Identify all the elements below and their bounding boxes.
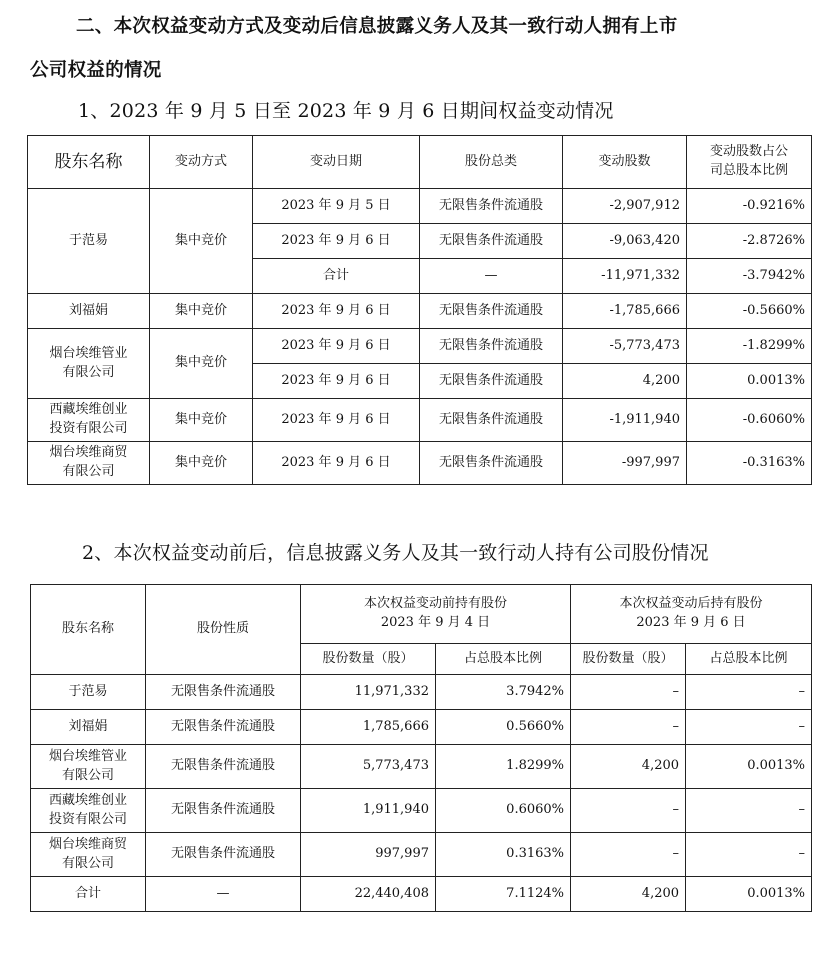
header-after-line1: 本次权益变动后持有股份: [619, 596, 763, 612]
table-row-total: [31, 877, 812, 912]
after-ratio: –: [686, 789, 812, 833]
after-qty: –: [571, 675, 686, 710]
table-header-row: [28, 136, 812, 189]
share-nature: 无限售条件流通股: [146, 789, 301, 833]
subsection-heading-2: 2、本次权益变动前后，信息披露义务人及其一致行动人持有公司股份情况: [82, 542, 709, 564]
before-qty: 1,911,940: [301, 789, 436, 833]
header-holder: 股东名称: [28, 136, 150, 189]
header-ratio: [687, 136, 812, 189]
change-shares: -11,971,332: [563, 259, 687, 294]
header-after-date: 2023 年 9 月 6 日: [636, 615, 746, 630]
change-ratio: -2.8726%: [687, 224, 812, 259]
section-heading-line2: 公司权益的情况: [30, 60, 162, 81]
change-shares: -9,063,420: [563, 224, 687, 259]
equity-change-table: [27, 135, 812, 485]
change-date: 2023 年 9 月 6 日: [253, 294, 420, 329]
table-row: [28, 189, 812, 224]
change-shares: -5,773,473: [563, 329, 687, 364]
after-qty: –: [571, 710, 686, 745]
header-holder: 股东名称: [31, 585, 146, 675]
before-ratio: 0.3163%: [436, 833, 571, 877]
before-qty: 1,785,666: [301, 710, 436, 745]
after-qty: –: [571, 833, 686, 877]
holder-name: [31, 745, 146, 789]
change-method: 集中竞价: [150, 294, 253, 329]
section-heading-line1: 二、本次权益变动方式及变动后信息披露义务人及其一致行动人拥有上市: [76, 16, 678, 37]
change-shares: 4,200: [563, 364, 687, 399]
header-ratio-line1: 变动股数占公: [709, 144, 788, 160]
change-method: 集中竞价: [150, 329, 253, 399]
table-row: [31, 745, 812, 789]
table-row: [31, 675, 812, 710]
before-qty: 22,440,408: [301, 877, 436, 912]
header-date: 变动日期: [253, 136, 420, 189]
before-ratio: 7.1124%: [436, 877, 571, 912]
table-row: [31, 710, 812, 745]
after-ratio: 0.0013%: [686, 877, 812, 912]
holder-name-line1: 烟台埃维管业: [48, 748, 127, 764]
holder-name-line2: 有限公司: [62, 364, 115, 380]
change-date: 2023 年 9 月 6 日: [253, 399, 420, 442]
holder-name: [28, 399, 150, 442]
holder-name: [28, 442, 150, 485]
header-before-date: 2023 年 9 月 4 日: [380, 615, 491, 630]
holder-name-line2: 有限公司: [61, 767, 114, 783]
share-nature: 无限售条件流通股: [146, 710, 301, 745]
header-before: [301, 585, 571, 644]
header-before-qty: 股份数量（股）: [301, 644, 436, 675]
change-shares: -1,785,666: [563, 294, 687, 329]
holder-name-line2: 投资有限公司: [48, 811, 127, 827]
change-shares: -1,911,940: [563, 399, 687, 442]
header-type: 股份总类: [420, 136, 563, 189]
change-date: 2023 年 9 月 6 日: [253, 329, 420, 364]
table-row: [28, 294, 812, 329]
header-shares: 变动股数: [563, 136, 687, 189]
table-row: [28, 329, 812, 364]
after-ratio: –: [686, 833, 812, 877]
holder-name-line1: 烟台埃维管业: [49, 345, 128, 361]
change-method: 集中竞价: [150, 399, 253, 442]
holder-name: [28, 329, 150, 399]
share-type: 无限售条件流通股: [420, 294, 563, 329]
table-header-row: [31, 585, 812, 644]
header-method: 变动方式: [150, 136, 253, 189]
holdings-before-after-table: [30, 584, 812, 912]
holder-name: 刘福娟: [28, 294, 150, 329]
holder-name-line2: 有限公司: [62, 464, 115, 479]
holder-name-line1: 烟台埃维商贸: [48, 836, 127, 852]
before-qty: 5,773,473: [301, 745, 436, 789]
change-shares: -997,997: [563, 442, 687, 485]
share-type: 无限售条件流通股: [420, 189, 563, 224]
after-qty: –: [571, 789, 686, 833]
change-ratio: -0.5660%: [687, 294, 812, 329]
header-before-line1: 本次权益变动前持有股份: [364, 596, 508, 612]
before-ratio: 0.6060%: [436, 789, 571, 833]
holder-name-line1: 烟台埃维商贸: [49, 445, 128, 461]
share-type: 无限售条件流通股: [420, 364, 563, 399]
change-method: 集中竞价: [150, 442, 253, 485]
change-date: 2023 年 9 月 6 日: [253, 224, 420, 259]
share-nature: 无限售条件流通股: [146, 833, 301, 877]
holder-name: 于范易: [31, 675, 146, 710]
header-after: [571, 585, 812, 644]
change-method: 集中竞价: [150, 189, 253, 294]
share-type: —: [420, 259, 563, 294]
holder-name: 刘福娟: [31, 710, 146, 745]
change-date: 2023 年 9 月 6 日: [253, 442, 420, 485]
before-ratio: 1.8299%: [436, 745, 571, 789]
share-nature: —: [146, 877, 301, 912]
change-ratio: -0.6060%: [687, 399, 812, 442]
before-qty: 997,997: [301, 833, 436, 877]
after-qty: 4,200: [571, 745, 686, 789]
holder-name-line1: 西藏埃维创业: [48, 792, 127, 808]
table-row: [28, 442, 812, 485]
change-ratio: -1.8299%: [687, 329, 812, 364]
table-row: [31, 789, 812, 833]
before-ratio: 0.5660%: [436, 710, 571, 745]
share-nature: 无限售条件流通股: [146, 745, 301, 789]
holder-name: [31, 833, 146, 877]
change-ratio: -0.3163%: [687, 442, 812, 485]
table-row: [28, 399, 812, 442]
holder-name-line1: 西藏埃维创业: [49, 402, 128, 418]
before-qty: 11,971,332: [301, 675, 436, 710]
after-ratio: –: [686, 710, 812, 745]
holder-name: [31, 789, 146, 833]
subtotal-label: 合计: [253, 259, 420, 294]
total-label: 合计: [31, 877, 146, 912]
header-ratio-line2: 司总股本比例: [709, 163, 788, 178]
change-ratio: -3.7942%: [687, 259, 812, 294]
after-ratio: –: [686, 675, 812, 710]
table-row: [31, 833, 812, 877]
subsection-heading-1: 1、2023 年 9 月 5 日至 2023 年 9 月 6 日期间权益变动情况: [78, 100, 614, 122]
share-type: 无限售条件流通股: [420, 442, 563, 485]
share-type: 无限售条件流通股: [420, 399, 563, 442]
after-ratio: 0.0013%: [686, 745, 812, 789]
header-before-ratio: 占总股本比例: [436, 644, 571, 675]
header-after-ratio: 占总股本比例: [686, 644, 812, 675]
holder-name-line2: 有限公司: [61, 855, 114, 871]
change-ratio: -0.9216%: [687, 189, 812, 224]
before-ratio: 3.7942%: [436, 675, 571, 710]
share-nature: 无限售条件流通股: [146, 675, 301, 710]
header-after-qty: 股份数量（股）: [571, 644, 686, 675]
share-type: 无限售条件流通股: [420, 329, 563, 364]
header-nature: 股份性质: [146, 585, 301, 675]
change-shares: -2,907,912: [563, 189, 687, 224]
change-ratio: 0.0013%: [687, 364, 812, 399]
holder-name-line2: 投资有限公司: [49, 421, 128, 436]
share-type: 无限售条件流通股: [420, 224, 563, 259]
change-date: 2023 年 9 月 6 日: [253, 364, 420, 399]
holder-name: 于范易: [28, 189, 150, 294]
change-date: 2023 年 9 月 5 日: [253, 189, 420, 224]
after-qty: 4,200: [571, 877, 686, 912]
